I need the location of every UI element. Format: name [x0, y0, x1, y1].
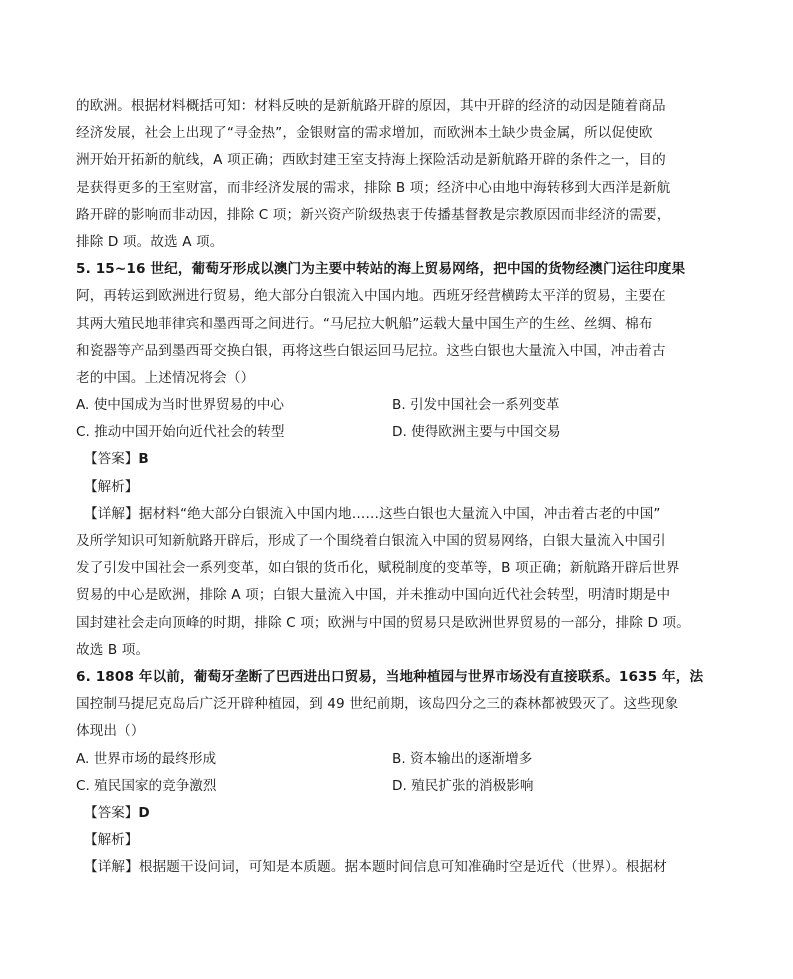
- question-6-detail-line: 【详解】根据题干设问词，可知是本质题。据本题时间信息可知准确时空是近代（世界）。根据材: [84, 859, 667, 876]
- question-5-detail-line: 及所学知识可知新航路开辟后，形成了一个围绕着白银流入中国的贸易网络，白银大量流入中国引: [76, 533, 666, 549]
- question-5-stem-line: 5. 15~16 世纪，葡萄牙形成以澳门为主要中转站的海上贸易网络，把中国的货物经澳门运往印度果: [76, 261, 686, 278]
- question-6-option-c: C. 殖民国家的竞争激烈: [76, 777, 217, 794]
- question-5-options-row-1: [76, 392, 692, 419]
- question-6-stem-line: 体现出（）: [76, 723, 145, 740]
- question-5-detail-line: 故选 B 项。: [76, 641, 150, 658]
- answer-tag: 【答案】: [84, 804, 139, 821]
- question-5-stem-line: 和瓷器等产品到墨西哥交换白银，再将这些白银运回马尼拉。这些白银也大量流入中国，冲击着古: [76, 342, 666, 359]
- answer-value: B: [138, 451, 149, 468]
- question-5-detail-line: 发了引发中国社会一系列变革，如白银的货币化，赋税制度的变革等，B 项正确；新航路开辟后世界: [76, 560, 680, 577]
- intro-line: 的欧洲。根据材料概括可知：材料反映的是新航路开辟的原因，其中开辟的经济的动因是随着商品: [76, 98, 666, 114]
- question-6-options-row-2: [76, 773, 692, 800]
- question-5-detail-line: 【详解】据材料“绝大部分白银流入中国内地……这些白银也大量流入中国，冲击着古老的中国”: [84, 505, 661, 522]
- intro-line: 经济发展，社会上出现了“寻金热”，金银财富的需求增加，而欧洲本土缺少贵金属，所以促使欧: [76, 125, 653, 142]
- question-6-option-b: B. 资本输出的逐渐增多: [392, 750, 533, 767]
- intro-explanation: [76, 93, 692, 256]
- question-6-options-row-1: [76, 746, 692, 773]
- question-6-stem-line: 国控制马提尼克岛后广泛开辟种植园，到 49 世纪前期，该岛四分之三的森林都被毁灭了。这些现象: [76, 696, 679, 713]
- question-6-answer: [76, 800, 692, 827]
- question-5-stem-line: 其两大殖民地菲律宾和墨西哥之间进行。“马尼拉大帆船”运载大量中国生产的生丝、丝绸、棉布: [76, 315, 653, 332]
- question-5-answer: [76, 446, 692, 473]
- document-page: [76, 93, 704, 881]
- question-5-stem-line: 老的中国。上述情况将会（）: [76, 369, 255, 386]
- question-5-detail-line: 贸易的中心是欧洲，排除 A 项；白银大量流入中国，并未推动中国向近代社会转型，明清时期是中: [76, 587, 671, 604]
- intro-line: 排除 D 项。故选 A 项。: [76, 233, 224, 250]
- intro-line: 洲开始开拓新的航线，A 项正确；西欧封建王室支持海上探险活动是新航路开辟的条件之一，目的: [76, 152, 666, 169]
- question-5-option-a: A. 使中国成为当时世界贸易的中心: [76, 397, 285, 414]
- answer-tag: 【答案】: [84, 451, 139, 468]
- question-6-analysis-tag: 【解析】: [84, 832, 139, 849]
- question-5-stem-line: 阿，再转运到欧洲进行贸易，绝大部分白银流入中国内地。西班牙经营横跨太平洋的贸易，主要在: [76, 288, 666, 305]
- question-5-analysis-tag: 【解析】: [84, 478, 139, 495]
- question-5-option-c: C. 推动中国开始向近代社会的转型: [76, 424, 285, 441]
- intro-line: 是获得更多的王室财富，而非经济发展的需求，排除 B 项；经济中心由地中海转移到大西洋是新航: [76, 179, 671, 196]
- question-5-detail-line: 国封建社会走向顶峰的时期，排除 C 项；欧洲与中国的贸易只是欧洲世界贸易的一部分，排除 D 项。: [76, 614, 690, 631]
- question-5-option-b: B. 引发中国社会一系列变革: [392, 397, 560, 414]
- question-6-stem-line: 6. 1808 年以前，葡萄牙垄断了巴西进出口贸易，当地种植园与世界市场没有直接联系。1635 年，法: [76, 668, 704, 685]
- question-5-options-row-2: [76, 419, 692, 446]
- question-6: [76, 664, 704, 882]
- question-6-option-d: D. 殖民扩张的消极影响: [392, 777, 534, 794]
- question-6-option-a: A. 世界市场的最终形成: [76, 750, 217, 767]
- question-5-option-d: D. 使得欧洲主要与中国交易: [392, 424, 561, 441]
- intro-line: 路开辟的影响而非动因，排除 C 项；新兴资产阶级热衷于传播基督教是宗教原因而非经济的需要，: [76, 206, 671, 223]
- question-5: [76, 256, 692, 664]
- answer-value: D: [138, 804, 150, 821]
